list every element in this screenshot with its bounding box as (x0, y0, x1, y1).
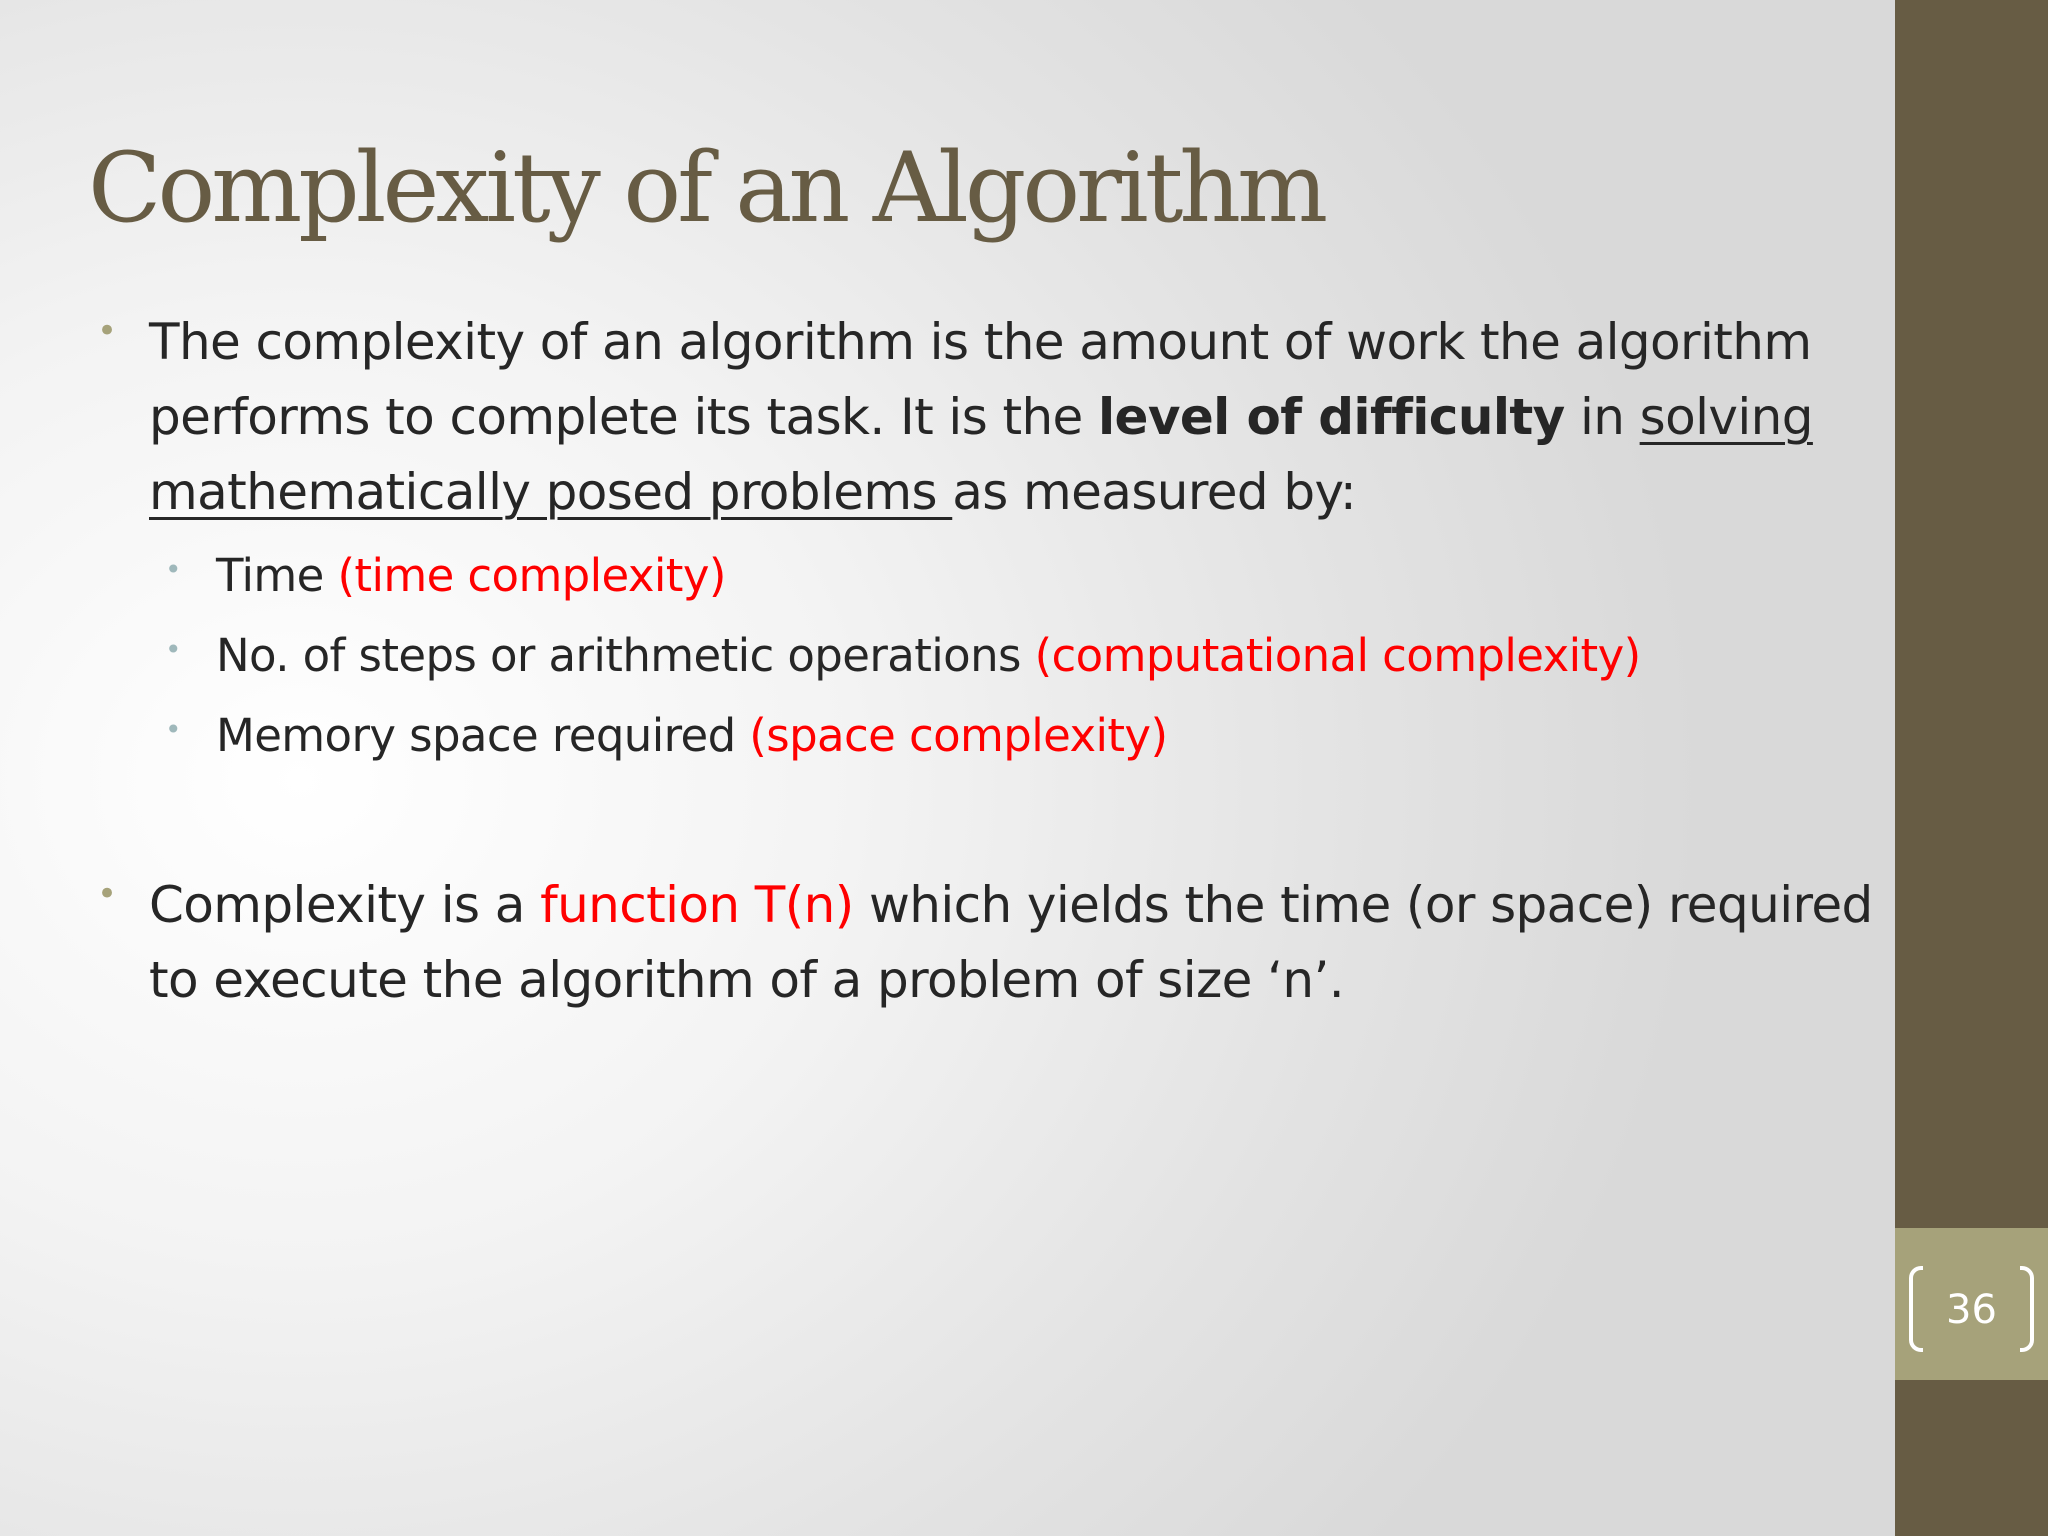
bullet-1-underlined: solving mathematically posed problems (149, 388, 1813, 521)
page-number-badge (1895, 1228, 2048, 1380)
sub-bullet-highlight: (computational complexity) (1034, 629, 1641, 682)
bullet-1-intro: The complexity of an algorithm is the amount of work the algorithm performs to complete its task. It is the (149, 313, 1812, 446)
sub-bullet-time (216, 546, 1886, 606)
bullet-dot-icon: • (97, 311, 118, 351)
bullet-2-text (149, 868, 1889, 1018)
sub-bullet-highlight: (space complexity) (749, 709, 1168, 762)
bullet-2-highlight: function T(n) (540, 876, 854, 934)
sub-bullet-dot-icon: • (165, 633, 182, 666)
sub-bullet-highlight: (time complexity) (337, 549, 726, 602)
bullet-1-text (149, 305, 1889, 530)
sub-bullet-memory (216, 706, 1886, 766)
bullet-dot-icon: • (97, 874, 118, 914)
sub-bullet-dot-icon: • (165, 713, 182, 746)
bullet-2-ending: which yields the time (or space) required to execute the algorithm of a problem of size ‘n’. (149, 876, 1873, 1009)
sub-bullet-label: Memory space required (216, 709, 750, 762)
bullet-1-ending: as measured by: (952, 463, 1357, 521)
sub-bullet-label: Time (216, 549, 338, 602)
page-number: 36 (1946, 1287, 1997, 1333)
bullet-1-connector: in (1564, 388, 1640, 446)
bullet-1-bold: level of difficulty (1098, 388, 1565, 446)
sub-bullet-label: No. of steps or arithmetic operations (216, 629, 1035, 682)
sub-bullet-dot-icon: • (165, 553, 182, 586)
bullet-2-intro: Complexity is a (149, 876, 541, 934)
slide-title: Complexity of an Algorithm (88, 132, 1325, 244)
sub-bullet-steps (216, 626, 1886, 686)
